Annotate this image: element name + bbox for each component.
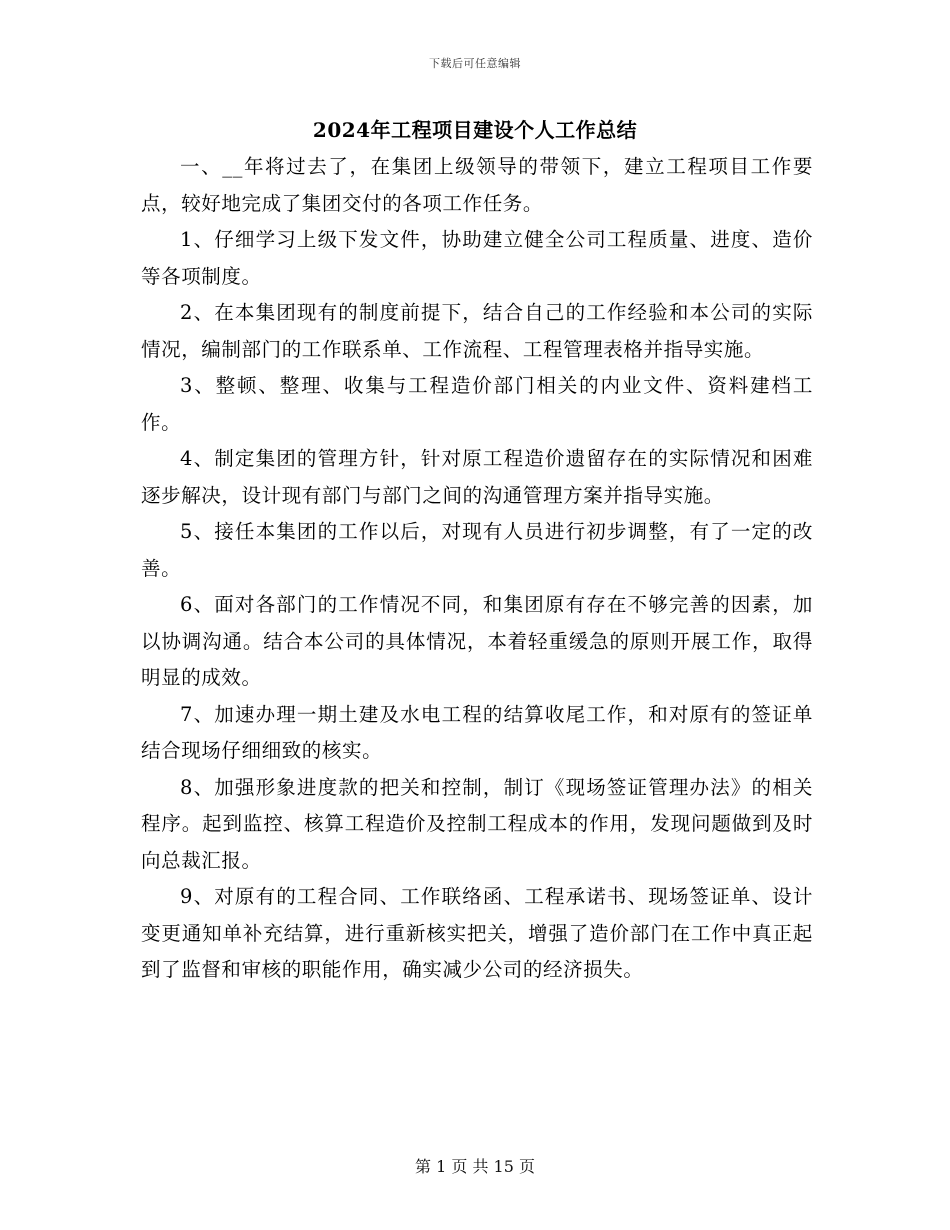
paragraph-item-5: 5、接任本集团的工作以后，对现有人员进行初步调整，有了一定的改善。 (141, 520, 813, 580)
paragraph-item-3: 3、整顿、整理、收集与工程造价部门相关的内业文件、资料建档工作。 (141, 374, 813, 434)
paragraph-item-1: 1、仔细学习上级下发文件，协助建立健全公司工程质量、进度、造价等各项制度。 (141, 228, 813, 288)
paragraph-item-4: 4、制定集团的管理方针，针对原工程造价遗留存在的实际情况和困难逐步解决，设计现有部门与部门之间的沟通管理方案并指导实施。 (141, 447, 813, 507)
document-body (141, 149, 813, 989)
paragraph-item-7: 7、加速办理一期土建及水电工程的结算收尾工作，和对原有的签证单结合现场仔细细致的核实。 (141, 702, 813, 762)
page-number-footer: 第 1 页 共 15 页 (415, 1157, 535, 1176)
paragraph-item-9: 9、对原有的工程合同、工作联络函、工程承诺书、现场签证单、设计变更通知单补充结算，进行重新核实把关，增强了造价部门在工作中真正起到了监督和审核的职能作用，确实减少公司的经济损失。 (141, 885, 813, 981)
paragraph-intro: 一、__年将过去了，在集团上级领导的带领下，建立工程项目工作要点，较好地完成了集团交付的各项工作任务。 (141, 155, 813, 215)
paragraph-item-8: 8、加强形象进度款的把关和控制，制订《现场签证管理办法》的相关程序。起到监控、核算工程造价及控制工程成本的作用，发现问题做到及时向总裁汇报。 (141, 775, 813, 872)
header-note: 下载后可任意编辑 (429, 57, 521, 70)
paragraph-item-6: 6、面对各部门的工作情况不同，和集团原有存在不够完善的因素，加以协调沟通。结合本公司的具体情况，本着轻重缓急的原则开展工作，取得明显的成效。 (141, 593, 813, 689)
paragraph-item-2: 2、在本集团现有的制度前提下，结合自己的工作经验和本公司的实际情况，编制部门的工作联系单、工作流程、工程管理表格并指导实施。 (141, 301, 813, 361)
document-title: 2024年工程项目建设个人工作总结 (312, 118, 638, 142)
